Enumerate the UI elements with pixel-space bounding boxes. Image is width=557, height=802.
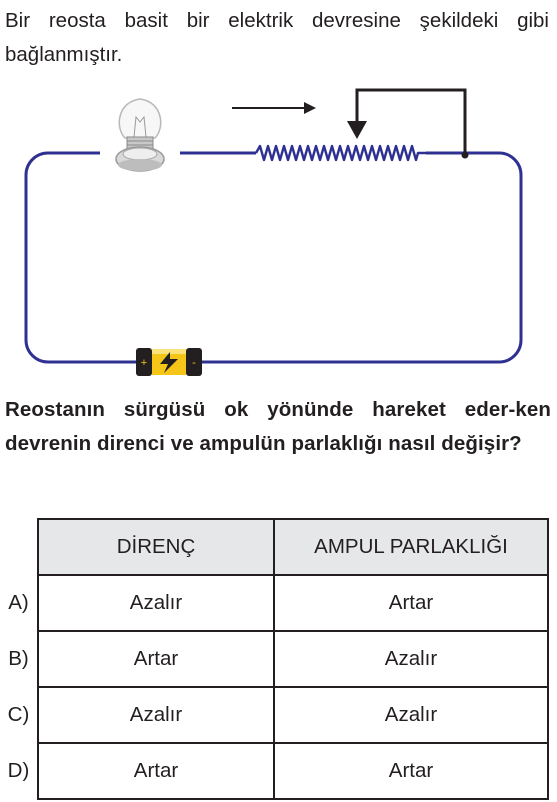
brightness-cell: Artar bbox=[274, 575, 548, 631]
header-brightness: AMPUL PARLAKLIĞI bbox=[274, 519, 548, 575]
option-row-b[interactable] bbox=[0, 631, 548, 687]
resistance-cell: Azalır bbox=[38, 575, 274, 631]
brightness-cell: Azalır bbox=[274, 631, 548, 687]
circuit-wire bbox=[26, 153, 521, 362]
header-resistance: DİRENÇ bbox=[38, 519, 274, 575]
table-corner bbox=[0, 519, 38, 575]
circuit-diagram bbox=[0, 80, 557, 380]
option-letter[interactable]: A) bbox=[8, 591, 29, 614]
option-letter[interactable]: C) bbox=[7, 703, 30, 726]
option-row-a[interactable] bbox=[0, 575, 548, 631]
direction-arrow-icon bbox=[232, 102, 316, 114]
option-letter[interactable]: D) bbox=[7, 759, 30, 782]
svg-text:+: + bbox=[140, 357, 148, 369]
brightness-cell: Azalır bbox=[274, 687, 548, 743]
table-header-row bbox=[0, 519, 548, 575]
question-intro: Bir reosta basit bir elektrik devresine şekildeki gibi bağlanmıştır. bbox=[5, 9, 549, 66]
option-row-c[interactable] bbox=[0, 687, 548, 743]
svg-text:-: - bbox=[192, 357, 196, 369]
bulb-icon bbox=[100, 99, 180, 171]
resistance-cell: Artar bbox=[38, 743, 274, 799]
option-row-d[interactable] bbox=[0, 743, 548, 799]
option-letter[interactable]: B) bbox=[8, 647, 29, 670]
answer-table bbox=[0, 518, 549, 800]
resistance-cell: Azalır bbox=[38, 687, 274, 743]
brightness-cell: Artar bbox=[274, 743, 548, 799]
resistance-cell: Artar bbox=[38, 631, 274, 687]
question-text: Reostanın sürgüsü ok yönünde hareket eder-ken devrenin direnci ve ampulün parlaklığı nasıl değişir? bbox=[5, 398, 551, 455]
rheostat-icon bbox=[256, 145, 428, 161]
battery-icon bbox=[136, 348, 202, 376]
